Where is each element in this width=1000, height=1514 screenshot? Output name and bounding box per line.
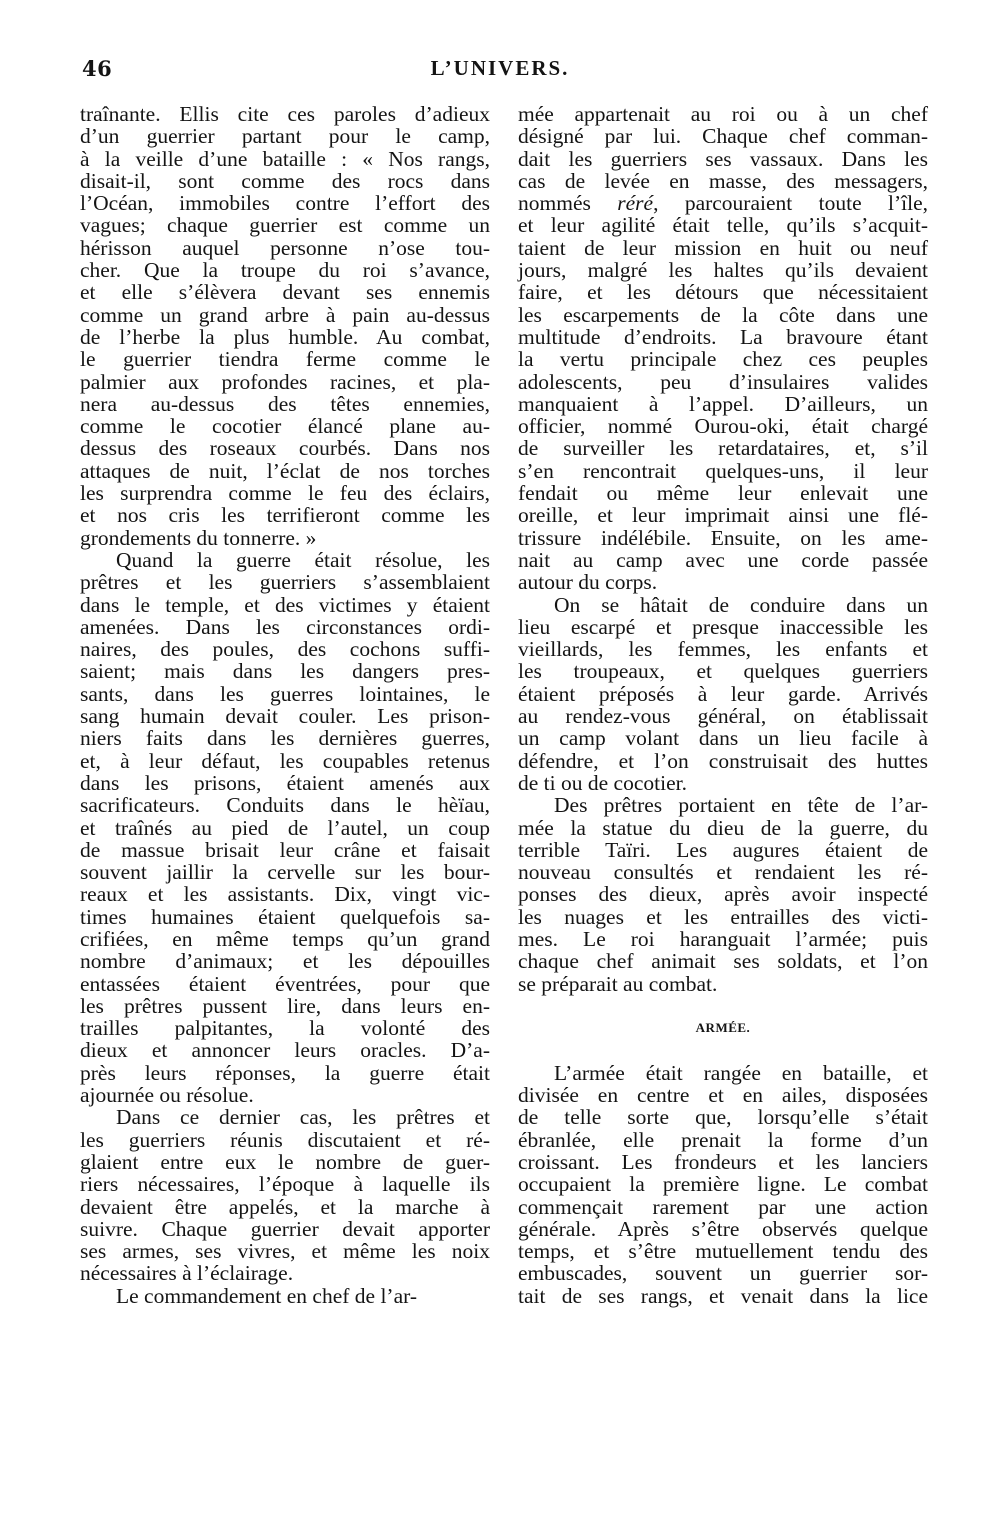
text-line: devaient être appelés, et la marche à (80, 1194, 490, 1219)
text-line: dieux et annoncer leurs oracles. D’a- (80, 1038, 490, 1063)
text-line: multitude d’endroits. La bravoure étant (518, 324, 928, 349)
text-line: adolescents, peu d’insulaires valides (518, 369, 928, 394)
text-line: taient de leur mission en huit ou neuf (518, 235, 928, 260)
text-line: se préparait au combat. (518, 971, 718, 996)
text-line: de massue brisait leur crâne et faisait (80, 837, 490, 862)
text-line: et elle s’élèvera devant ses ennemis (80, 280, 490, 305)
text-line: dait les guerriers ses vassaux. Dans les (518, 146, 928, 171)
text-line: manquaient à l’appel. D’ailleurs, un (518, 391, 928, 416)
text-line: près leurs réponses, la guerre était (80, 1060, 490, 1085)
text-line: niers faits dans les dernières guerres, (80, 726, 490, 751)
text-line: riers nécessaires, l’époque à laquelle ils (80, 1172, 490, 1197)
paragraph (518, 794, 928, 995)
right-column (518, 103, 928, 1307)
text-line: de ti ou de cocotier. (518, 770, 687, 795)
text-line: officier, nommé Ourou-oki, était chargé (518, 414, 928, 439)
text-line: trailles palpitantes, la volonté des (80, 1016, 490, 1041)
text-line: mée la statue du dieu de la guerre, du (518, 815, 928, 840)
text-line: Quand la guerre était résolue, les (116, 547, 490, 572)
text-line: hérisson auquel personne n’ose tou- (80, 235, 490, 260)
paragraph (518, 594, 928, 795)
text-line: de surveiller les retardataires, et, s’il (518, 436, 928, 461)
text-line: grondements du tonnerre. » (80, 525, 317, 550)
paragraph (80, 103, 490, 549)
text-line: générale. Après s’être observés quelque (518, 1216, 928, 1241)
text-line: entassées étaient éventrées, pour que (80, 971, 490, 996)
text-line: cas de levée en masse, des messagers, (518, 168, 928, 193)
text-line: Le commandement en chef de l’ar- (116, 1283, 418, 1308)
text-line: mée appartenait au roi ou à un chef (518, 102, 928, 126)
running-title: L’UNIVERS. (430, 56, 570, 80)
right-column-section-body (518, 1062, 928, 1307)
section-spacer-top (518, 995, 928, 1017)
text-line: les nuages et les entrailles des victi- (518, 904, 928, 929)
text-line: souvent jaillir la cervelle sur les bour- (80, 860, 490, 885)
text-line: ajournée ou résolue. (80, 1083, 254, 1108)
text-line: reaux et les assistants. Dix, vingt vic- (80, 882, 490, 907)
text-line: sants, dans les guerres lointaines, le (80, 681, 490, 706)
text-line: attaques de nuit, l’éclat de nos torches (80, 458, 490, 483)
text-line: times humaines étaient quelquefois sa- (80, 904, 490, 929)
text-line: la vertu principale chez ces peuples (518, 347, 928, 372)
text-line: terrible Taïri. Les augures étaient de (518, 837, 928, 862)
text-line: naires, des poules, des cochons suffi- (80, 637, 490, 662)
text-line: de l’herbe la plus humble. Au combat, (80, 324, 490, 349)
text-line: ébranlée, elle prenait la forme d’un (518, 1127, 928, 1152)
text-line: fendait ou même leur enlevait une (518, 481, 928, 506)
text-line: nombre d’animaux; et les dépouilles (80, 949, 490, 974)
text-line: On se hâtait de conduire dans un (554, 592, 928, 617)
text-line: à la veille d’une bataille : « Nos rangs, (80, 146, 490, 171)
text-line: dans le temple, et des victimes y étaient (80, 592, 490, 617)
text-line: ses armes, ses vivres, et même les noix (80, 1239, 490, 1264)
text-line: croissant. Les frondeurs et les lanciers (518, 1149, 928, 1174)
text-line: défendre, et l’on construisait des huttes (518, 748, 928, 773)
text-line: sacrificateurs. Conduits dans le hèïau, (80, 793, 490, 818)
italic-term: réré (617, 191, 654, 216)
text-line: nouveau consultés et rendaient les ré- (518, 860, 928, 885)
text-line: et leur agilité était telle, qu’ils s’acquit- (518, 213, 928, 238)
text-line: trissure indélébile. Ensuite, on les ame- (518, 525, 928, 550)
text-line: faire, et les détours que nécessitaient (518, 280, 928, 305)
text-line: les troupeaux, et quelques guerriers (518, 659, 928, 684)
text-line: vieillards, les femmes, les enfants et (518, 637, 928, 662)
text-line: et, à leur défaut, les coupables retenus (80, 748, 490, 773)
text-line: crifiées, en même temps qu’un grand (80, 926, 490, 951)
text-line: les guerriers réunis discutaient et ré- (80, 1127, 490, 1152)
text-line: glaient entre eux le nombre de guer- (80, 1149, 490, 1174)
text-line: vagues; chaque guerrier est comme un (80, 213, 490, 238)
text-line: prêtres et les guerriers s’assemblaient (80, 570, 490, 595)
text-line: nera au-dessus des têtes ennemies, (80, 391, 490, 416)
text-line: suivre. Chaque guerrier devait apporter (80, 1216, 490, 1241)
text-line: nait au camp avec une corde passée (518, 547, 928, 572)
text-line: L’armée était rangée en bataille, et (554, 1060, 928, 1085)
section-heading: ARMÉE. (695, 1020, 751, 1036)
text-line: cher. Que la troupe du roi s’avance, (80, 258, 490, 283)
text-line: comme le cocotier élancé plane au- (80, 414, 490, 439)
text-line: les prêtres pussent lire, dans leurs en- (80, 993, 490, 1018)
section-spacer-bottom (518, 1039, 928, 1061)
text-line: désigné par lui. Chaque chef comman- (518, 124, 928, 149)
paragraph (80, 549, 490, 1106)
text-line: l’Océan, immobiles contre l’effort des (80, 191, 490, 216)
text-line: mes. Le roi haranguait l’armée; puis (518, 926, 928, 951)
text-line: temps, et s’être mutuellement tendu des (518, 1239, 928, 1264)
text-line: étaient préposés à leur garde. Arrivés (518, 681, 928, 706)
text-line: nécessaires à l’éclairage. (80, 1261, 294, 1286)
text-line: tait de ses rangs, et venait dans la lice (518, 1283, 928, 1308)
text-line: d’un guerrier partant pour le camp, (80, 124, 490, 149)
text-line: disait-il, sont comme des rocs dans (80, 168, 490, 193)
text-line: s’en rencontrait quelques-uns, il leur (518, 458, 928, 483)
paragraph (518, 103, 928, 594)
text-line: chaque chef animait ses soldats, et l’on (518, 949, 928, 974)
text-line: sang humain devait couler. Les prison- (80, 704, 490, 729)
text-line: dans les prisons, étaient amenés aux (80, 770, 490, 795)
text-line: amenées. Dans les circonstances ordi- (80, 614, 490, 639)
text-line: de telle sorte que, lorsqu’elle s’était (518, 1105, 928, 1130)
text-line: ponses des dieux, après avoir inspecté (518, 882, 928, 907)
left-column (80, 103, 490, 1307)
text-line: saient; mais dans les dangers pres- (80, 659, 490, 684)
text-line: lieu escarpé et presque inaccessible les (518, 614, 928, 639)
text-line: au rendez-vous général, on établissait (518, 704, 928, 729)
text-line: les surprendra comme le feu des éclairs, (80, 481, 490, 506)
paragraph (80, 1106, 490, 1284)
text-line: traînante. Ellis cite ces paroles d’adieux (80, 102, 490, 126)
paragraph (80, 1285, 490, 1307)
text-line: le guerrier tiendra ferme comme le (80, 347, 490, 372)
text-line: et traînés au pied de l’autel, un coup (80, 815, 490, 840)
text-line: nommés réré, parcouraient toute l’île, (518, 191, 928, 216)
text-line: commençait rarement par une action (518, 1194, 928, 1219)
paragraph (518, 1062, 928, 1307)
text-line: Dans ce dernier cas, les prêtres et (116, 1105, 490, 1130)
text-line: oreille, et leur imprimait ainsi une flé- (518, 503, 928, 528)
text-line: autour du corps. (518, 570, 658, 595)
text-line: divisée en centre et en ailes, disposées (518, 1083, 928, 1108)
text-line: comme un grand arbre à pain au-dessus (80, 302, 490, 327)
page-number: 46 (82, 56, 113, 81)
text-line: dessus des roseaux courbés. Dans nos (80, 436, 490, 461)
text-line: embuscades, souvent un guerrier sor- (518, 1261, 928, 1286)
text-line: occupaient la première ligne. Le combat (518, 1172, 928, 1197)
text-line: et nos cris les terrifieront comme les (80, 503, 490, 528)
text-line: les escarpements de la côte dans une (518, 302, 928, 327)
right-column-pre-section (518, 103, 928, 995)
text-line: palmier aux profondes racines, et pla- (80, 369, 490, 394)
text-line: un camp volant dans un lieu facile à (518, 726, 928, 751)
text-line: Des prêtres portaient en tête de l’ar- (554, 793, 928, 818)
text-line: jours, malgré les haltes qu’ils devaient (518, 258, 928, 283)
